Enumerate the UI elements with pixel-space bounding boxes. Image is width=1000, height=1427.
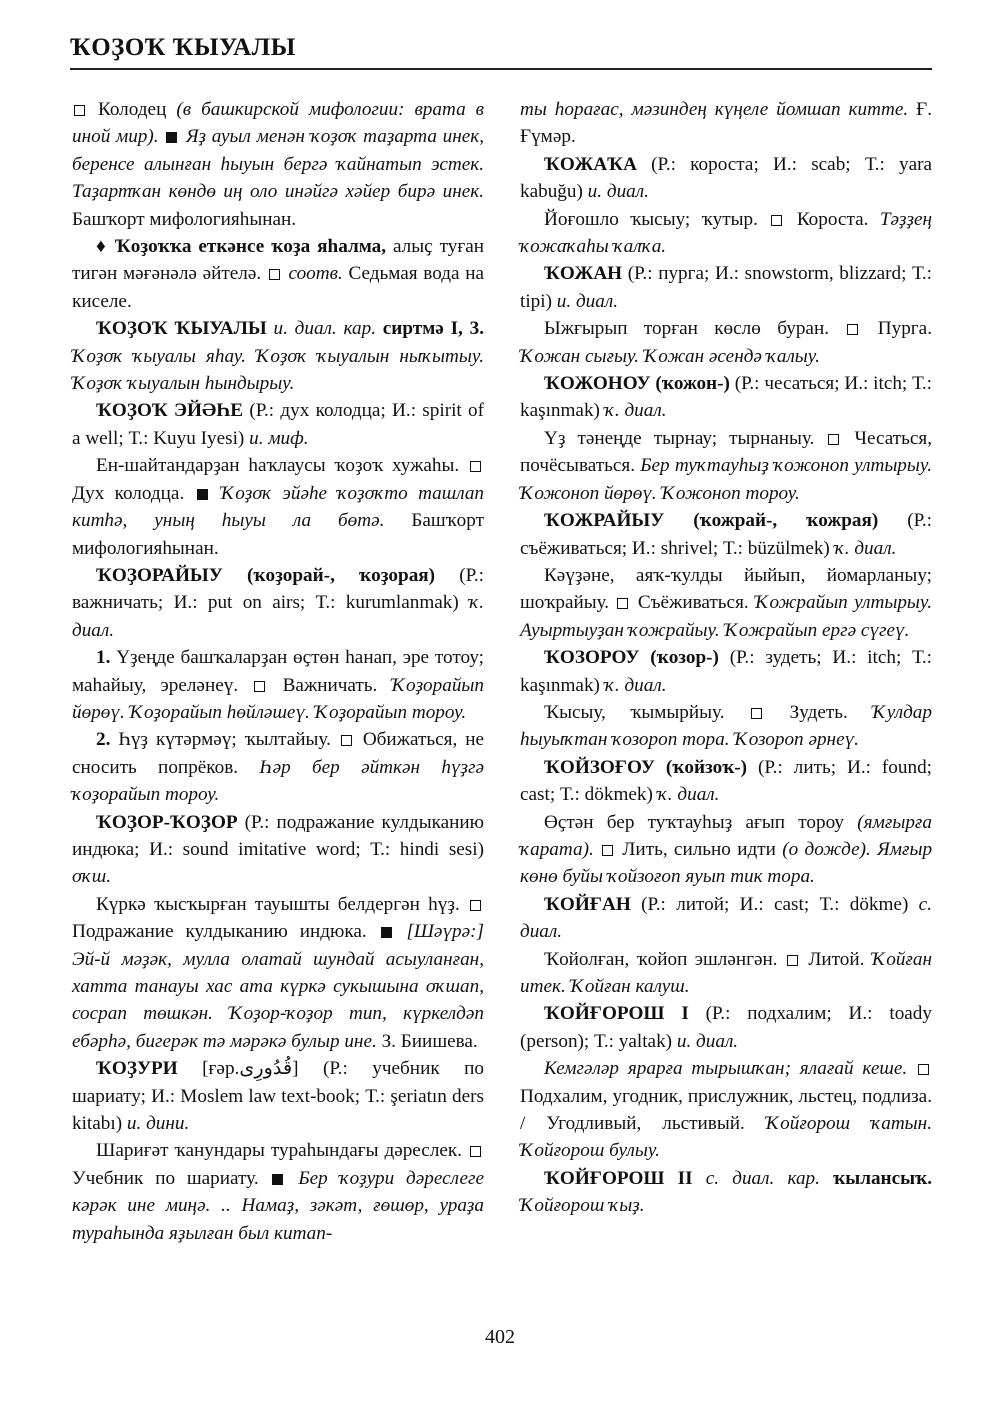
entry-headword: ҠОҘОҠ ЭЙӘҺЕ (Р.: дух колодца; И.: spirit of a well; Т.: Kuyu Iyesi) и. миф. <box>72 400 484 449</box>
arabic-script: قُدُورِى <box>239 1058 293 1080</box>
entry-headword: ҠОЖРАЙЫУ (ҡожрай-, ҡожрая) (Р.: съёживаться; И.: shrivel; Т.: büzülmek) ҡ. диал. <box>520 510 933 559</box>
translation-square-icon <box>828 434 839 445</box>
translation-square-icon <box>918 1064 929 1075</box>
entry-paragraph: Кемгәләр ярарға тырышҡан; ялағай кеше. Подхалим, угодник, прислужник, льстец, подлиза. / Угодливый, льстивый. Ҡойғорош ҡатын. Ҡойғорош булыу. <box>520 1058 932 1162</box>
running-header <box>70 34 932 70</box>
left-column <box>72 96 484 1247</box>
entry-paragraph: Ҡойолған, ҡойоп эшләнгән. Литой. Ҡойған итек. Ҡойған калуш. <box>520 948 933 997</box>
entry-headword: ҠОЙЗОҒОУ (ҡойзоҡ-) (Р.: лить; И.: found; cast; Т.: dökmek) ҡ. диал. <box>520 756 932 806</box>
entry-headword: ҠОҘОРАЙЫУ (ҡоҙорай-, ҡоҙорая) (Р.: важничать; И.: put on airs; Т.: kurumlanmak) ҡ. диал. <box>72 564 485 641</box>
page-title: ҠОҘОҠ ҠЫУАЛЫ <box>70 34 296 61</box>
translation-square-icon <box>74 105 85 116</box>
entry-headword: ҠОЖАҠА (Р.: короста; И.: scab; Т.: yara kabuğu) и. диал. <box>520 153 933 203</box>
translation-square-icon <box>771 215 782 226</box>
entry-headword: ҠОЙҒОРОШ II с. диал. кар. ҡылансыҡ. Ҡойғорош ҡыҙ. <box>520 1167 933 1217</box>
entry-paragraph: Өҫтән бер туҡтауһыҙ ағып тороу (ямғырға ҡарата). Лить, сильно идти (о дожде). Ямғыр көнө буйы ҡойзоғоп яуып тик тора. <box>520 811 933 888</box>
entry-paragraph: ты һорағас, мәзиндең күңеле йомшап китте. Ғ. Ғүмәр. <box>520 99 932 148</box>
entry-headword: ҠОЙҒАН (Р.: литой; И.: cast; Т.: dökme) с. диал. <box>520 893 932 943</box>
translation-square-icon <box>470 900 481 911</box>
entry-paragraph: 1. Үҙеңде башҡаларҙан өҫтөн һанап, эре тотоу; маһайыу, эреләнеү. Важничать. Ҡоҙорайып йөрөү. Ҡоҙорайып һөйләшеү. Ҡоҙорайып тороу. <box>72 647 485 723</box>
translation-square-icon <box>269 269 280 280</box>
translation-square-icon <box>787 955 798 966</box>
entry-paragraph: Күркә ҡысҡырған тауышты белдергән һүҙ. Подражание кулдыканию индюка. [Шәүрә:] Эй-й мәҙәк, мулла олатай шундай асыуланған, хатта танауы хас ата күркә сукышына оҡшап, сосрап төшкән. Ҡоҙор-ҡоҙор тип, күркелдәп ебәрһә, бигерәк тә мәрәкә булыр ине. З. Биишева. <box>72 893 485 1052</box>
translation-square-icon <box>847 324 858 335</box>
translation-square-icon <box>254 681 265 692</box>
entry-headword: ҠОЖОНОУ (ҡожон-) (Р.: чесаться; И.: itch; Т.: kaşınmak) ҡ. диал. <box>520 373 932 422</box>
translation-square-icon <box>751 708 762 719</box>
entry-paragraph: Кәүҙәне, аяҡ-ҡулды йыйып, йомарланыу; шоҡрайыу. Съёживаться. Ҡожрайып ултырыу. Ауыртыуҙан ҡожрайыу. Ҡожрайып ергә сүгеү. <box>520 564 933 641</box>
entry-paragraph: Шариғәт ҡанундары тураһындағы дәреслек. Учебник по шариату. Бер ҡоҙури дәреслеге кәрәк ине миңә. .. Намаҙ, зәкәт, ғөшөр, ураҙа тураһында яҙылған был китап- <box>72 1140 484 1244</box>
page-number: 402 <box>485 1326 515 1348</box>
example-square-icon <box>166 132 177 143</box>
translation-square-icon <box>341 735 352 746</box>
example-square-icon <box>197 489 208 500</box>
translation-square-icon <box>617 598 628 609</box>
right-column <box>520 96 932 1220</box>
entry-headword: ҠОҘУРИ [ғәр.قُدُورِى] (Р.: учебник по шариату; И.: Moslem law text-book; Т.: şeriatın ders kitabı) и. дини. <box>72 1058 485 1135</box>
translation-square-icon <box>602 845 613 856</box>
entry-paragraph: Йоғошло ҡысыу; ҡутыр. Короста. Тәҙҙең ҡожаҡаһы ҡалҡа. <box>520 208 933 258</box>
entry-headword: ҠОЗОРОУ (ҡозор-) (Р.: зудеть; И.: itch; Т.: kaşınmak) ҡ. диал. <box>520 647 933 696</box>
entry-headword: ҠОҘОҠ ҠЫУАЛЫ и. диал. кар. сиртмә I, 3. Ҡоҙоҡ ҡыуалы яһау. Ҡоҙоҡ ҡыуалын ныҡытыу. Ҡоҙоҡ ҡыуалын һындырыу. <box>72 318 484 395</box>
entry-headword: ҠОЙҒОРОШ I (Р.: подхалим; И.: toady (person); Т.: yaltak) и. диал. <box>520 1003 932 1052</box>
example-square-icon <box>381 927 392 938</box>
translation-square-icon <box>470 461 481 472</box>
entry-headword: ҠОҘОР-ҠОҘОР (Р.: подражание кулдыканию индюка; И.: sound imitative word; Т.: hindi sesi) оҡш. <box>72 811 485 888</box>
entry-paragraph: Ен-шайтандарҙан һаҡлаусы ҡоҙоҡ хужаһы. Дух колодца. Ҡоҙоҡ эйәһе ҡоҙоҡто ташлап китһә, уның һыуы ла бөтә. Башҡорт мифологияһынан. <box>72 455 485 559</box>
entry-paragraph: Ҡысыу, ҡымырйыу. Зудеть. Ҡулдар һыуыҡтан ҡозороп тора. Ҡозороп әрнеү. <box>520 701 932 751</box>
example-square-icon <box>272 1174 283 1185</box>
entry-paragraph: Колодец (в башкирской мифологии: врата в иной мир). Яҙ ауыл менән ҡоҙоҡ таҙарта инек, беренсе алынған һыуын бергә ҡайнатып эстек. Таҙартҡан көндө иң оло инәйгә хәйер бирә инек. Башҡорт мифологияһынан. <box>72 99 485 230</box>
entry-paragraph: Үҙ тәнеңде тырнау; тырнаныу. Чесаться, почёсываться. Бер туҡтауһыҙ ҡожоноп ултырыу. Ҡожоноп йөрөү. Ҡожоноп тороу. <box>520 427 933 504</box>
translation-square-icon <box>470 1146 481 1157</box>
entry-paragraph: 2. Һүҙ күтәрмәү; ҡылтайыу. Обижаться, не сносить попрёков. Һәр бер әйткән һүҙгә ҡоҙорайып тороу. <box>72 729 485 806</box>
entry-paragraph: ♦ Ҡоҙоҡҡа еткәнсе ҡоҙа яһалма, алыҫ туған тигән мәғәнәлә әйтелә. соотв. Седьмая вода на киселе. <box>72 236 485 312</box>
entry-paragraph: Ыжғырып торған көслө буран. Пурга. Ҡожан сығыу. Ҡожан әсендә ҡалыу. <box>520 318 932 367</box>
entry-headword: ҠОЖАН (Р.: пурга; И.: snowstorm, blizzard; Т.: tipi) и. диал. <box>520 263 932 312</box>
